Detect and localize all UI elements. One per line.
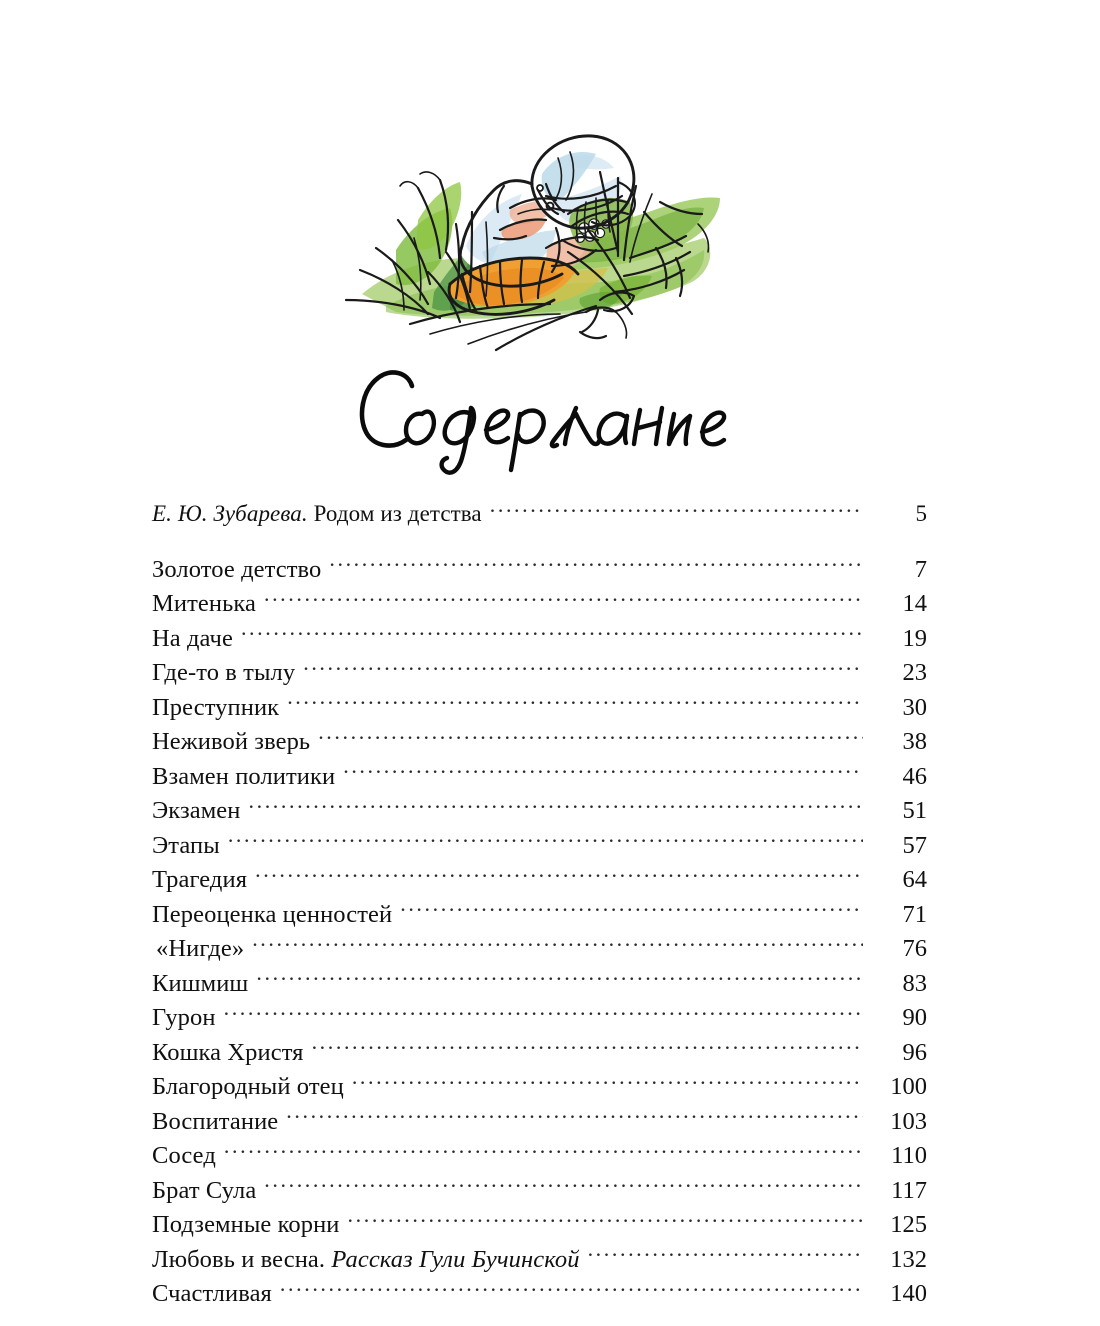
toc-leader-dots <box>228 828 863 853</box>
toc-entry-title: Кошка Христя <box>152 1038 304 1066</box>
toc-leader-dots <box>249 794 864 819</box>
toc-entry[interactable] <box>152 621 927 656</box>
toc-entry-title: «Нигде» <box>156 935 245 962</box>
toc-entry[interactable] <box>152 932 927 967</box>
toc-entry-page: 140 <box>890 1280 927 1307</box>
toc-entry-page: 110 <box>891 1142 927 1169</box>
toc-leader-dots <box>280 1277 863 1302</box>
toc-entry-page: 90 <box>902 1004 927 1031</box>
toc-entry[interactable] <box>152 863 927 898</box>
toc-leader-dots <box>264 1173 863 1198</box>
toc-entry-title: Где-то в тылу <box>152 659 296 686</box>
toc-entry-title: Воспитание <box>152 1107 279 1135</box>
toc-entry[interactable] <box>152 1035 927 1070</box>
toc-entry-title: Родом из детства <box>313 501 482 526</box>
toc-entry-intro[interactable] <box>152 498 927 530</box>
toc-entry-page: 76 <box>902 935 927 962</box>
toc-entry-page: 5 <box>915 501 927 526</box>
toc-leader-dots <box>343 759 863 784</box>
toc-entry-page: 103 <box>890 1107 927 1135</box>
toc-entry-page: 57 <box>902 831 927 859</box>
toc-entry-title: Этапы <box>152 831 220 859</box>
toc-entry-title: Любовь и весна. <box>152 1245 326 1273</box>
toc-entry-title: Благородный отец <box>152 1073 344 1100</box>
toc-entry-page: 51 <box>902 797 927 824</box>
toc-entry-title: Неживой зверь <box>152 728 311 755</box>
toc-leader-dots <box>252 932 863 957</box>
toc-entry[interactable] <box>152 552 927 587</box>
toc-entry-page: 132 <box>890 1245 927 1273</box>
toc-entry[interactable] <box>152 690 927 725</box>
toc-entry-label <box>152 498 482 530</box>
toc-leader-dots <box>303 656 863 681</box>
toc-entry[interactable] <box>152 1139 927 1174</box>
toc-entry[interactable] <box>152 759 927 794</box>
toc-entry-title: Переоценка ценностей <box>152 900 393 928</box>
toc-entry-title: Митенька <box>152 590 256 617</box>
toc-entry[interactable] <box>152 656 927 691</box>
toc-entry[interactable] <box>152 725 927 760</box>
toc-entry-label <box>152 1243 580 1277</box>
toc-entry[interactable] <box>152 1070 927 1105</box>
toc-leader-dots <box>224 1001 863 1026</box>
toc-leader-dots <box>352 1070 863 1095</box>
toc-entry-title: Подземные корни <box>152 1211 340 1238</box>
toc-entry-title: Сосед <box>152 1142 216 1169</box>
chapter-illustration <box>300 62 740 352</box>
toc-entry-page: 96 <box>902 1038 927 1066</box>
toc-leader-dots <box>287 690 863 715</box>
toc-entry[interactable] <box>152 794 927 829</box>
toc-entry-page: 83 <box>902 969 927 997</box>
toc-entry-title: Золотое детство <box>152 555 322 583</box>
toc-entry[interactable] <box>152 1104 927 1139</box>
toc-entry[interactable] <box>152 1242 927 1277</box>
toc-entry[interactable] <box>152 1001 927 1036</box>
toc-entry-page: 14 <box>902 590 927 617</box>
toc-entry[interactable] <box>152 1173 927 1208</box>
toc-leader-dots <box>256 966 863 991</box>
toc-leader-dots <box>241 621 863 646</box>
toc-entry-title: Экзамен <box>152 797 241 824</box>
toc-entry-page: 19 <box>902 624 927 652</box>
toc-entry-title: Счастливая <box>152 1280 272 1307</box>
toc-entry-title: Кишмиш <box>152 969 249 997</box>
table-of-contents <box>152 498 927 1311</box>
toc-entry-page: 7 <box>914 555 927 583</box>
child-picking-flowers-illustration <box>300 62 740 352</box>
toc-entry-subtitle: Рассказ Гули Бучинской <box>331 1245 580 1273</box>
toc-entry-page: 117 <box>891 1176 927 1204</box>
toc-entry[interactable] <box>152 1208 927 1243</box>
toc-entry-page: 100 <box>890 1073 927 1100</box>
toc-entry[interactable] <box>152 897 927 932</box>
toc-entry[interactable] <box>152 966 927 1001</box>
toc-entry[interactable] <box>152 828 927 863</box>
toc-leader-dots <box>286 1104 863 1129</box>
toc-entry-page: 46 <box>902 762 927 790</box>
toc-entry-title: Гурон <box>152 1004 216 1031</box>
toc-entry-title: Брат Сула <box>152 1176 257 1204</box>
toc-entry[interactable] <box>152 587 927 622</box>
toc-entry-page: 71 <box>902 900 927 928</box>
toc-entry-title: Взамен политики <box>152 762 336 790</box>
toc-entry-page: 38 <box>902 728 927 755</box>
toc-leader-dots <box>348 1208 863 1233</box>
toc-leader-dots <box>329 552 863 577</box>
toc-leader-dots <box>255 863 863 888</box>
toc-entry-title: Трагедия <box>152 866 248 893</box>
toc-entry-page: 64 <box>902 866 927 893</box>
toc-leader-dots <box>588 1242 863 1267</box>
toc-entry-title: На даче <box>152 624 233 652</box>
toc-entry-author: Е. Ю. Зубарева. <box>152 501 308 526</box>
toc-leader-dots <box>312 1035 863 1060</box>
toc-entry-title: Преступник <box>152 693 280 721</box>
toc-entry[interactable] <box>152 1277 927 1312</box>
toc-entry-page: 125 <box>890 1211 927 1238</box>
page-title <box>0 352 1100 482</box>
toc-leader-dots <box>400 897 863 922</box>
toc-leader-dots <box>264 587 863 612</box>
toc-entry-page: 23 <box>902 659 927 686</box>
toc-leader-dots <box>318 725 863 750</box>
soderzhanie-script-heading <box>340 352 760 482</box>
toc-leader-dots <box>490 498 863 521</box>
toc-entry-page: 30 <box>902 693 927 721</box>
toc-leader-dots <box>224 1139 863 1164</box>
